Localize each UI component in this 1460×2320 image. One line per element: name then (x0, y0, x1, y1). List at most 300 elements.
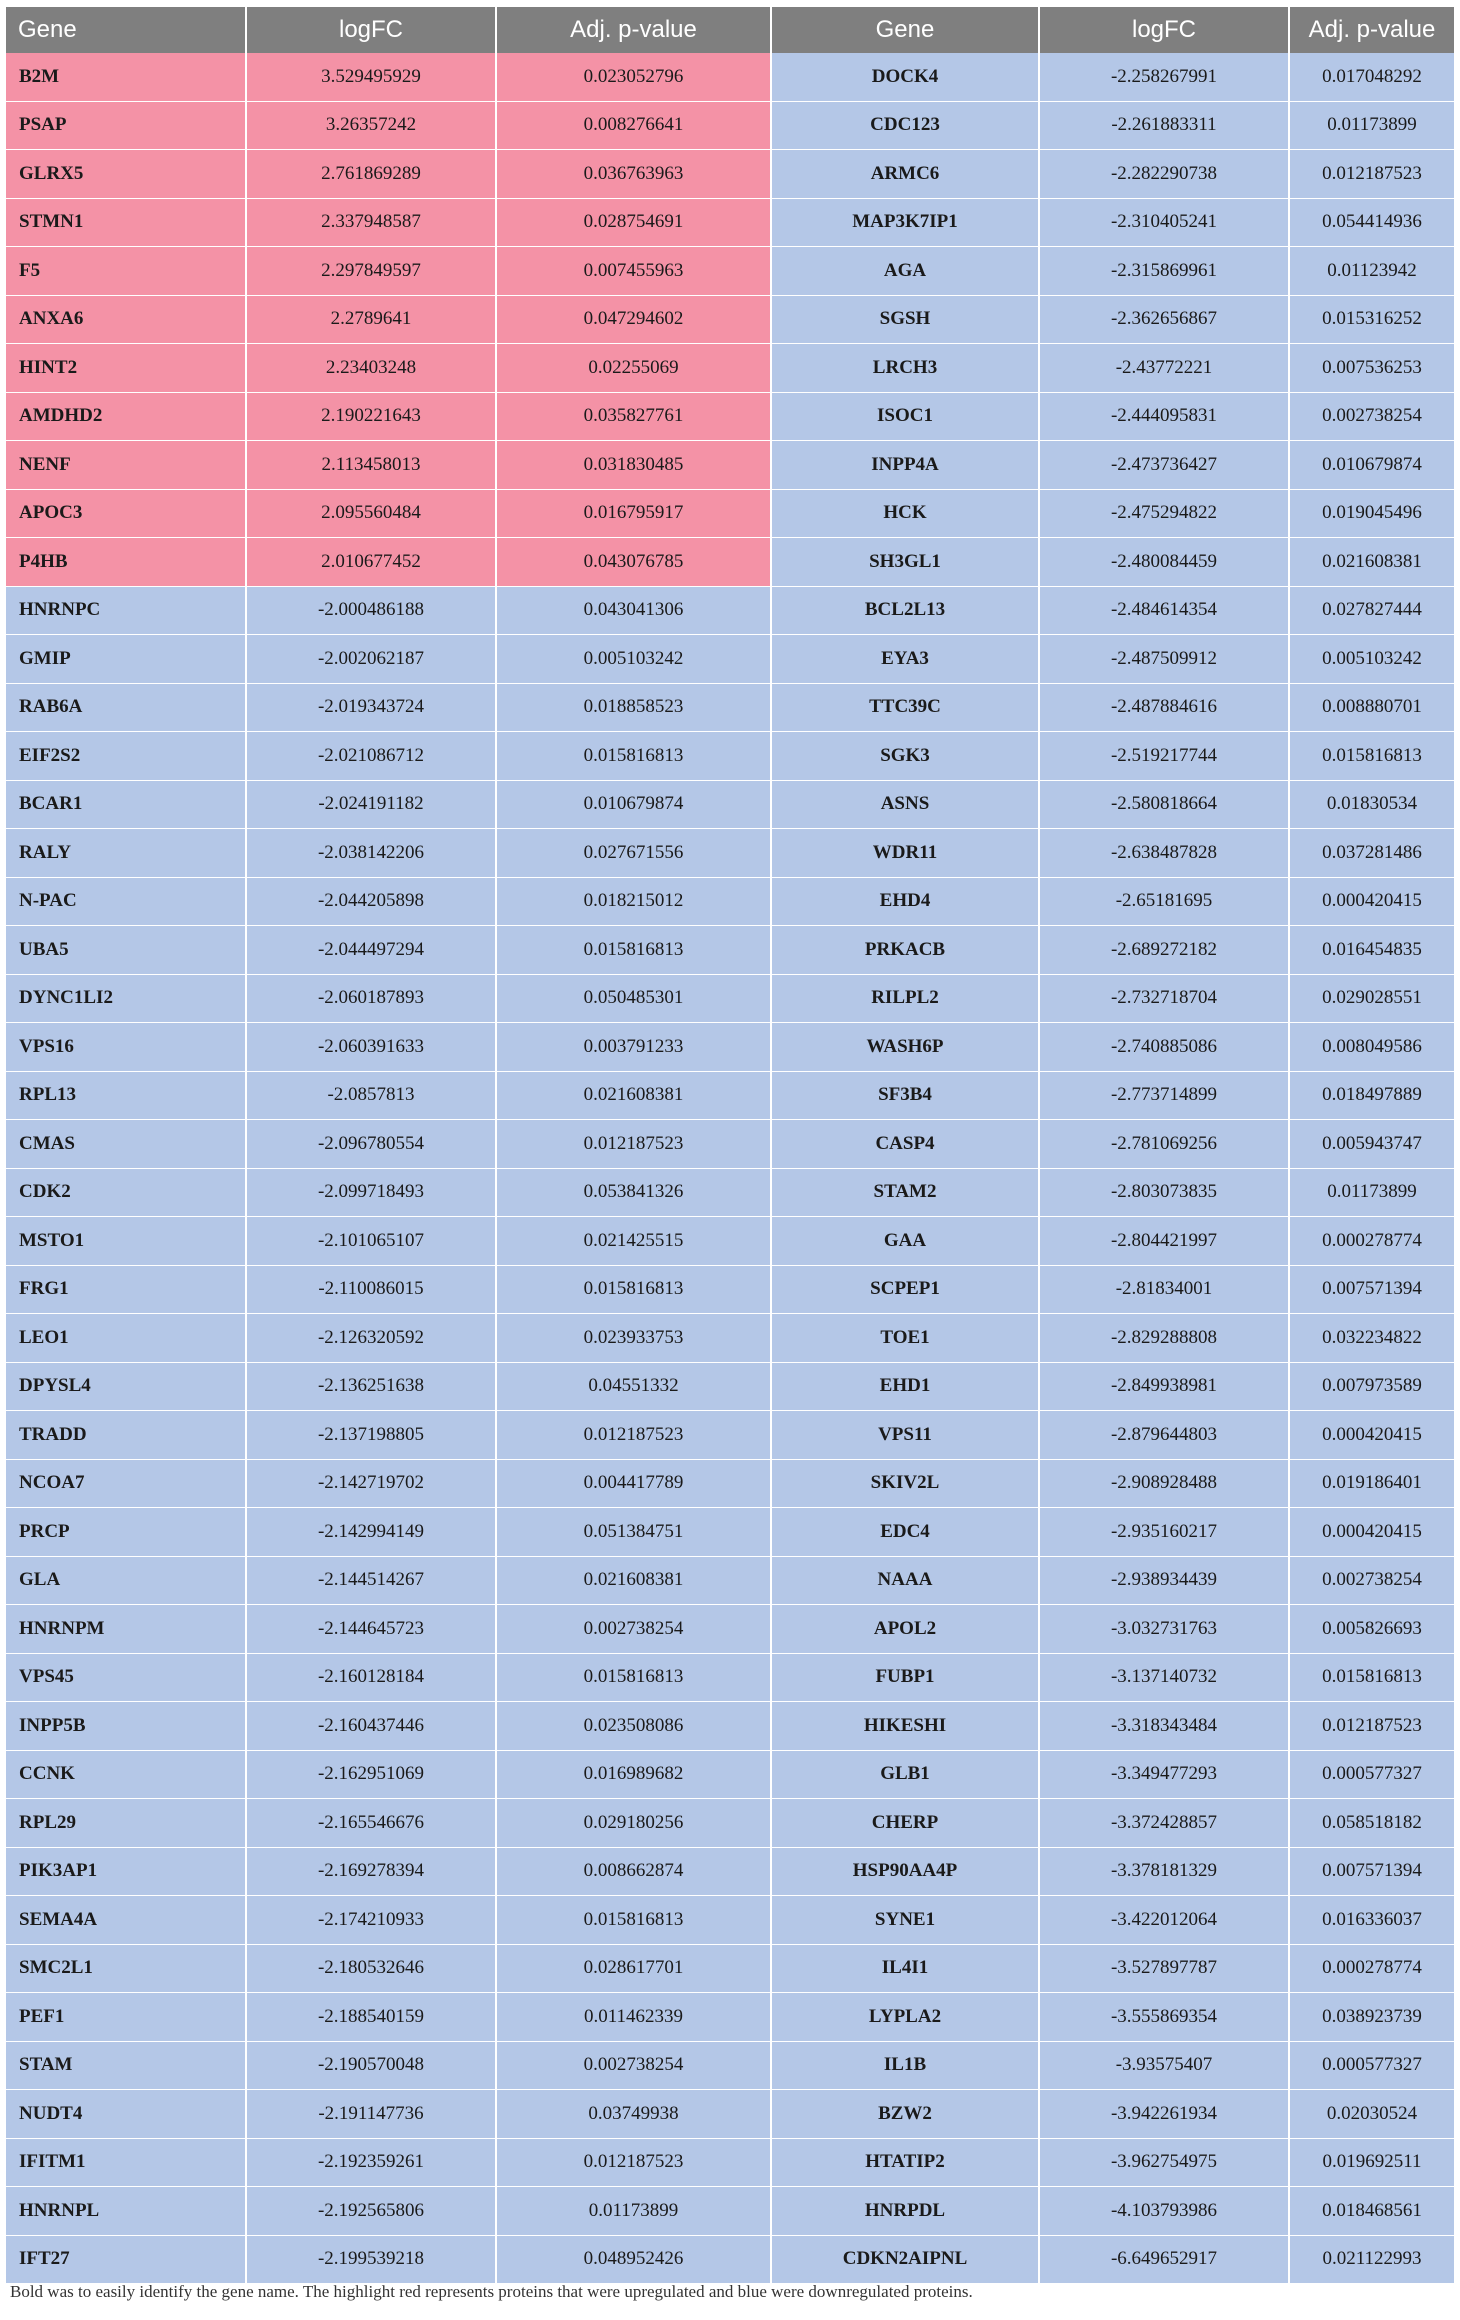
adj-p-value-cell: 0.021608381 (496, 1556, 771, 1605)
logfc-cell: -2.81834001 (1039, 1265, 1289, 1314)
adj-p-value-cell: 0.000577327 (1289, 1750, 1454, 1799)
table-row (6, 1750, 1454, 1799)
logfc-cell: 2.010677452 (246, 538, 496, 587)
adj-p-value-cell: 0.054414936 (1289, 198, 1454, 247)
table-row (6, 1799, 1454, 1848)
gene-cell: NUDT4 (6, 2090, 246, 2139)
header-row (6, 7, 1454, 53)
adj-p-value-cell: 0.023933753 (496, 1314, 771, 1363)
table-row (6, 295, 1454, 344)
logfc-cell: -2.169278394 (246, 1847, 496, 1896)
gene-cell: SMC2L1 (6, 1944, 246, 1993)
table-row (6, 1314, 1454, 1363)
adj-p-value-cell: 0.005103242 (1289, 635, 1454, 684)
adj-p-value-cell: 0.015816813 (496, 1653, 771, 1702)
adj-p-value-cell: 0.010679874 (1289, 441, 1454, 490)
adj-p-value-cell: 0.029028551 (1289, 974, 1454, 1023)
logfc-cell: -2.044497294 (246, 926, 496, 975)
logfc-cell: 2.23403248 (246, 344, 496, 393)
gene-cell: MSTO1 (6, 1217, 246, 1266)
header-adj-p-value-right: Adj. p-value (1289, 7, 1454, 53)
adj-p-value-cell: 0.012187523 (496, 2138, 771, 2187)
adj-p-value-cell: 0.035827761 (496, 392, 771, 441)
gene-cell: APOL2 (771, 1605, 1039, 1654)
table-row (6, 1071, 1454, 1120)
table-row (6, 586, 1454, 635)
gene-cell: CCNK (6, 1750, 246, 1799)
logfc-cell: -3.422012064 (1039, 1896, 1289, 1945)
adj-p-value-cell: 0.012187523 (496, 1120, 771, 1169)
gene-cell: TOE1 (771, 1314, 1039, 1363)
adj-p-value-cell: 0.012187523 (1289, 1702, 1454, 1751)
adj-p-value-cell: 0.029180256 (496, 1799, 771, 1848)
adj-p-value-cell: 0.01173899 (496, 2187, 771, 2236)
logfc-cell: -2.019343724 (246, 683, 496, 732)
gene-cell: IL4I1 (771, 1944, 1039, 1993)
logfc-cell: -2.803073835 (1039, 1168, 1289, 1217)
adj-p-value-cell: 0.008049586 (1289, 1023, 1454, 1072)
adj-p-value-cell: 0.023052796 (496, 53, 771, 101)
logfc-cell: -2.740885086 (1039, 1023, 1289, 1072)
gene-cell: PRKACB (771, 926, 1039, 975)
logfc-cell: -2.144645723 (246, 1605, 496, 1654)
gene-cell: BCAR1 (6, 780, 246, 829)
logfc-cell: -3.032731763 (1039, 1605, 1289, 1654)
table-row (6, 1411, 1454, 1460)
adj-p-value-cell: 0.005826693 (1289, 1605, 1454, 1654)
adj-p-value-cell: 0.015816813 (496, 1896, 771, 1945)
table-body (6, 53, 1454, 2284)
gene-cell: CDKN2AIPNL (771, 2235, 1039, 2284)
table-row (6, 1168, 1454, 1217)
header-logfc-right: logFC (1039, 7, 1289, 53)
table-row (6, 344, 1454, 393)
adj-p-value-cell: 0.004417789 (496, 1459, 771, 1508)
adj-p-value-cell: 0.010679874 (496, 780, 771, 829)
logfc-cell: -3.318343484 (1039, 1702, 1289, 1751)
logfc-cell: -3.555869354 (1039, 1993, 1289, 2042)
logfc-cell: -2.174210933 (246, 1896, 496, 1945)
logfc-cell: -3.137140732 (1039, 1653, 1289, 1702)
gene-cell: F5 (6, 247, 246, 296)
gene-cell: IL1B (771, 2041, 1039, 2090)
table-row (6, 1023, 1454, 1072)
adj-p-value-cell: 0.050485301 (496, 974, 771, 1023)
logfc-cell: -2.519217744 (1039, 732, 1289, 781)
table-row (6, 683, 1454, 732)
gene-cell: RILPL2 (771, 974, 1039, 1023)
logfc-cell: -2.580818664 (1039, 780, 1289, 829)
gene-cell: GLA (6, 1556, 246, 1605)
logfc-cell: -6.649652917 (1039, 2235, 1289, 2284)
table-row (6, 877, 1454, 926)
gene-cell: HINT2 (6, 344, 246, 393)
table-row (6, 392, 1454, 441)
adj-p-value-cell: 0.008662874 (496, 1847, 771, 1896)
table-header (6, 7, 1454, 53)
adj-p-value-cell: 0.015816813 (1289, 1653, 1454, 1702)
header-gene: Gene (6, 7, 246, 53)
logfc-cell: -2.192359261 (246, 2138, 496, 2187)
gene-cell: GAA (771, 1217, 1039, 1266)
gene-cell: EHD4 (771, 877, 1039, 926)
adj-p-value-cell: 0.011462339 (496, 1993, 771, 2042)
logfc-cell: -2.938934439 (1039, 1556, 1289, 1605)
gene-cell: HNRNPC (6, 586, 246, 635)
gene-cell: GLRX5 (6, 150, 246, 199)
gene-cell: CDK2 (6, 1168, 246, 1217)
adj-p-value-cell: 0.015816813 (1289, 732, 1454, 781)
gene-cell: INPP4A (771, 441, 1039, 490)
adj-p-value-cell: 0.047294602 (496, 295, 771, 344)
logfc-cell: -2.473736427 (1039, 441, 1289, 490)
gene-cell: NENF (6, 441, 246, 490)
logfc-cell: -2.261883311 (1039, 101, 1289, 150)
gene-cell: STAM (6, 2041, 246, 2090)
adj-p-value-cell: 0.04551332 (496, 1362, 771, 1411)
gene-cell: TRADD (6, 1411, 246, 1460)
adj-p-value-cell: 0.043076785 (496, 538, 771, 587)
gene-cell: CDC123 (771, 101, 1039, 150)
gene-cell: HNRNPM (6, 1605, 246, 1654)
gene-table (6, 7, 1454, 2284)
logfc-cell: -2.689272182 (1039, 926, 1289, 975)
adj-p-value-cell: 0.015816813 (496, 926, 771, 975)
adj-p-value-cell: 0.028617701 (496, 1944, 771, 1993)
logfc-cell: -2.096780554 (246, 1120, 496, 1169)
logfc-cell: -2.935160217 (1039, 1508, 1289, 1557)
logfc-cell: -2.0857813 (246, 1071, 496, 1120)
adj-p-value-cell: 0.036763963 (496, 150, 771, 199)
gene-cell: APOC3 (6, 489, 246, 538)
gene-cell: LEO1 (6, 1314, 246, 1363)
gene-cell: STAM2 (771, 1168, 1039, 1217)
logfc-cell: -2.475294822 (1039, 489, 1289, 538)
gene-cell: PRCP (6, 1508, 246, 1557)
logfc-cell: -2.484614354 (1039, 586, 1289, 635)
gene-cell: LYPLA2 (771, 1993, 1039, 2042)
gene-cell: TTC39C (771, 683, 1039, 732)
adj-p-value-cell: 0.027671556 (496, 829, 771, 878)
gene-cell: B2M (6, 53, 246, 101)
gene-cell: SH3GL1 (771, 538, 1039, 587)
gene-cell: N-PAC (6, 877, 246, 926)
gene-cell: RPL13 (6, 1071, 246, 1120)
adj-p-value-cell: 0.007973589 (1289, 1362, 1454, 1411)
adj-p-value-cell: 0.027827444 (1289, 586, 1454, 635)
gene-cell: VPS11 (771, 1411, 1039, 1460)
gene-cell: PSAP (6, 101, 246, 150)
logfc-cell: -2.136251638 (246, 1362, 496, 1411)
adj-p-value-cell: 0.01173899 (1289, 1168, 1454, 1217)
gene-cell: SGK3 (771, 732, 1039, 781)
adj-p-value-cell: 0.01173899 (1289, 101, 1454, 150)
logfc-cell: -2.781069256 (1039, 1120, 1289, 1169)
logfc-cell: -2.908928488 (1039, 1459, 1289, 1508)
adj-p-value-cell: 0.043041306 (496, 586, 771, 635)
gene-cell: FRG1 (6, 1265, 246, 1314)
adj-p-value-cell: 0.02255069 (496, 344, 771, 393)
logfc-cell: -2.188540159 (246, 1993, 496, 2042)
table-row (6, 1993, 1454, 2042)
adj-p-value-cell: 0.021608381 (496, 1071, 771, 1120)
gene-cell: DPYSL4 (6, 1362, 246, 1411)
header-adj-p-value: Adj. p-value (496, 7, 771, 53)
table-row (6, 1605, 1454, 1654)
logfc-cell: -3.378181329 (1039, 1847, 1289, 1896)
logfc-cell: -3.93575407 (1039, 2041, 1289, 2090)
gene-cell: AMDHD2 (6, 392, 246, 441)
adj-p-value-cell: 0.000420415 (1289, 877, 1454, 926)
logfc-cell: -3.372428857 (1039, 1799, 1289, 1848)
table-row (6, 1556, 1454, 1605)
logfc-cell: 3.26357242 (246, 101, 496, 150)
logfc-cell: -2.199539218 (246, 2235, 496, 2284)
adj-p-value-cell: 0.008276641 (496, 101, 771, 150)
table-row (6, 2090, 1454, 2139)
logfc-cell: -2.142994149 (246, 1508, 496, 1557)
table-row (6, 198, 1454, 247)
adj-p-value-cell: 0.019045496 (1289, 489, 1454, 538)
gene-cell: SYNE1 (771, 1896, 1039, 1945)
logfc-cell: -2.487884616 (1039, 683, 1289, 732)
adj-p-value-cell: 0.007536253 (1289, 344, 1454, 393)
adj-p-value-cell: 0.023508086 (496, 1702, 771, 1751)
gene-cell: CASP4 (771, 1120, 1039, 1169)
gene-cell: HNRNPL (6, 2187, 246, 2236)
adj-p-value-cell: 0.002738254 (496, 2041, 771, 2090)
gene-cell: CHERP (771, 1799, 1039, 1848)
gene-cell: P4HB (6, 538, 246, 587)
adj-p-value-cell: 0.053841326 (496, 1168, 771, 1217)
gene-cell: DOCK4 (771, 53, 1039, 101)
gene-cell: PEF1 (6, 1993, 246, 2042)
adj-p-value-cell: 0.005943747 (1289, 1120, 1454, 1169)
gene-cell: ARMC6 (771, 150, 1039, 199)
logfc-cell: -2.110086015 (246, 1265, 496, 1314)
gene-cell: DYNC1LI2 (6, 974, 246, 1023)
table-row (6, 1653, 1454, 1702)
logfc-cell: -2.144514267 (246, 1556, 496, 1605)
logfc-cell: -2.444095831 (1039, 392, 1289, 441)
logfc-cell: -2.126320592 (246, 1314, 496, 1363)
table-row (6, 829, 1454, 878)
gene-cell: GLB1 (771, 1750, 1039, 1799)
gene-cell: IFT27 (6, 2235, 246, 2284)
gene-cell: EDC4 (771, 1508, 1039, 1557)
logfc-cell: -2.310405241 (1039, 198, 1289, 247)
adj-p-value-cell: 0.015316252 (1289, 295, 1454, 344)
logfc-cell: -2.160437446 (246, 1702, 496, 1751)
adj-p-value-cell: 0.018497889 (1289, 1071, 1454, 1120)
adj-p-value-cell: 0.021425515 (496, 1217, 771, 1266)
logfc-cell: -2.002062187 (246, 635, 496, 684)
adj-p-value-cell: 0.021608381 (1289, 538, 1454, 587)
table-container (6, 7, 1454, 2284)
logfc-cell: -2.191147736 (246, 2090, 496, 2139)
adj-p-value-cell: 0.017048292 (1289, 53, 1454, 101)
adj-p-value-cell: 0.018468561 (1289, 2187, 1454, 2236)
adj-p-value-cell: 0.016336037 (1289, 1896, 1454, 1945)
adj-p-value-cell: 0.037281486 (1289, 829, 1454, 878)
adj-p-value-cell: 0.016795917 (496, 489, 771, 538)
gene-cell: AGA (771, 247, 1039, 296)
logfc-cell: -3.942261934 (1039, 2090, 1289, 2139)
adj-p-value-cell: 0.000420415 (1289, 1411, 1454, 1460)
gene-cell: HCK (771, 489, 1039, 538)
logfc-cell: -2.060187893 (246, 974, 496, 1023)
logfc-cell: 2.190221643 (246, 392, 496, 441)
gene-cell: RPL29 (6, 1799, 246, 1848)
logfc-cell: -2.192565806 (246, 2187, 496, 2236)
gene-cell: MAP3K7IP1 (771, 198, 1039, 247)
logfc-cell: 2.297849597 (246, 247, 496, 296)
gene-cell: RALY (6, 829, 246, 878)
logfc-cell: -2.879644803 (1039, 1411, 1289, 1460)
gene-cell: NAAA (771, 1556, 1039, 1605)
gene-cell: HTATIP2 (771, 2138, 1039, 2187)
gene-cell: HNRPDL (771, 2187, 1039, 2236)
logfc-cell: -4.103793986 (1039, 2187, 1289, 2236)
gene-cell: NCOA7 (6, 1459, 246, 1508)
logfc-cell: -2.162951069 (246, 1750, 496, 1799)
table-row (6, 635, 1454, 684)
logfc-cell: -3.527897787 (1039, 1944, 1289, 1993)
gene-cell: FUBP1 (771, 1653, 1039, 1702)
table-row (6, 247, 1454, 296)
adj-p-value-cell: 0.007455963 (496, 247, 771, 296)
adj-p-value-cell: 0.032234822 (1289, 1314, 1454, 1363)
logfc-cell: -2.315869961 (1039, 247, 1289, 296)
adj-p-value-cell: 0.01830534 (1289, 780, 1454, 829)
logfc-cell: -2.101065107 (246, 1217, 496, 1266)
header-gene-right: Gene (771, 7, 1039, 53)
adj-p-value-cell: 0.01123942 (1289, 247, 1454, 296)
adj-p-value-cell: 0.018858523 (496, 683, 771, 732)
table-row (6, 974, 1454, 1023)
table-row (6, 1702, 1454, 1751)
table-row (6, 538, 1454, 587)
adj-p-value-cell: 0.019186401 (1289, 1459, 1454, 1508)
logfc-cell: 2.761869289 (246, 150, 496, 199)
logfc-cell: -2.060391633 (246, 1023, 496, 1072)
adj-p-value-cell: 0.015816813 (496, 1265, 771, 1314)
gene-cell: STMN1 (6, 198, 246, 247)
table-row (6, 2041, 1454, 2090)
logfc-cell: -2.038142206 (246, 829, 496, 878)
gene-cell: VPS45 (6, 1653, 246, 1702)
table-row (6, 732, 1454, 781)
gene-cell: INPP5B (6, 1702, 246, 1751)
logfc-cell: -2.849938981 (1039, 1362, 1289, 1411)
table-row (6, 1896, 1454, 1945)
logfc-cell: 2.095560484 (246, 489, 496, 538)
table-row (6, 1944, 1454, 1993)
logfc-cell: -2.487509912 (1039, 635, 1289, 684)
logfc-cell: -2.65181695 (1039, 877, 1289, 926)
gene-cell: EIF2S2 (6, 732, 246, 781)
adj-p-value-cell: 0.051384751 (496, 1508, 771, 1557)
logfc-cell: 2.113458013 (246, 441, 496, 490)
gene-cell: VPS16 (6, 1023, 246, 1072)
adj-p-value-cell: 0.005103242 (496, 635, 771, 684)
adj-p-value-cell: 0.048952426 (496, 2235, 771, 2284)
adj-p-value-cell: 0.018215012 (496, 877, 771, 926)
adj-p-value-cell: 0.031830485 (496, 441, 771, 490)
gene-cell: ISOC1 (771, 392, 1039, 441)
adj-p-value-cell: 0.02030524 (1289, 2090, 1454, 2139)
table-row (6, 1217, 1454, 1266)
logfc-cell: -2.638487828 (1039, 829, 1289, 878)
adj-p-value-cell: 0.008880701 (1289, 683, 1454, 732)
gene-cell: BZW2 (771, 2090, 1039, 2139)
adj-p-value-cell: 0.000278774 (1289, 1944, 1454, 1993)
logfc-cell: 2.337948587 (246, 198, 496, 247)
logfc-cell: -2.43772221 (1039, 344, 1289, 393)
gene-cell: UBA5 (6, 926, 246, 975)
gene-cell: BCL2L13 (771, 586, 1039, 635)
adj-p-value-cell: 0.015816813 (496, 732, 771, 781)
adj-p-value-cell: 0.012187523 (1289, 150, 1454, 199)
gene-cell: LRCH3 (771, 344, 1039, 393)
logfc-cell: -2.282290738 (1039, 150, 1289, 199)
gene-cell: ANXA6 (6, 295, 246, 344)
table-row (6, 101, 1454, 150)
adj-p-value-cell: 0.007571394 (1289, 1847, 1454, 1896)
table-row (6, 2235, 1454, 2284)
logfc-cell: -3.349477293 (1039, 1750, 1289, 1799)
gene-cell: SEMA4A (6, 1896, 246, 1945)
logfc-cell: -2.829288808 (1039, 1314, 1289, 1363)
adj-p-value-cell: 0.016454835 (1289, 926, 1454, 975)
logfc-cell: -2.160128184 (246, 1653, 496, 1702)
adj-p-value-cell: 0.038923739 (1289, 1993, 1454, 2042)
adj-p-value-cell: 0.03749938 (496, 2090, 771, 2139)
gene-cell: EYA3 (771, 635, 1039, 684)
gene-cell: SF3B4 (771, 1071, 1039, 1120)
adj-p-value-cell: 0.002738254 (1289, 392, 1454, 441)
gene-cell: WASH6P (771, 1023, 1039, 1072)
table-row (6, 441, 1454, 490)
table-row (6, 489, 1454, 538)
logfc-cell: 3.529495929 (246, 53, 496, 101)
table-footnote: Bold was to easily identify the gene name. The highlight red represents proteins that were upregulated and blue were downregulated proteins. (10, 2282, 973, 2301)
logfc-cell: -2.804421997 (1039, 1217, 1289, 1266)
adj-p-value-cell: 0.016989682 (496, 1750, 771, 1799)
adj-p-value-cell: 0.002738254 (496, 1605, 771, 1654)
gene-cell: SCPEP1 (771, 1265, 1039, 1314)
table-row (6, 1847, 1454, 1896)
adj-p-value-cell: 0.000420415 (1289, 1508, 1454, 1557)
table-row (6, 150, 1454, 199)
adj-p-value-cell: 0.019692511 (1289, 2138, 1454, 2187)
table-row (6, 1508, 1454, 1557)
logfc-cell: -3.962754975 (1039, 2138, 1289, 2187)
gene-cell: ASNS (771, 780, 1039, 829)
adj-p-value-cell: 0.058518182 (1289, 1799, 1454, 1848)
logfc-cell: -2.044205898 (246, 877, 496, 926)
logfc-cell: -2.137198805 (246, 1411, 496, 1460)
logfc-cell: -2.480084459 (1039, 538, 1289, 587)
logfc-cell: -2.773714899 (1039, 1071, 1289, 1120)
gene-cell: EHD1 (771, 1362, 1039, 1411)
adj-p-value-cell: 0.002738254 (1289, 1556, 1454, 1605)
logfc-cell: -2.142719702 (246, 1459, 496, 1508)
gene-cell: WDR11 (771, 829, 1039, 878)
gene-cell: GMIP (6, 635, 246, 684)
logfc-cell: -2.024191182 (246, 780, 496, 829)
adj-p-value-cell: 0.000577327 (1289, 2041, 1454, 2090)
